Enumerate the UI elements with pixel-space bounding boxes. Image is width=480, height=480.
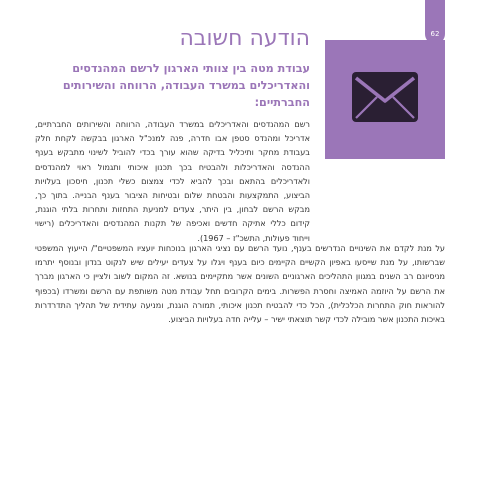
page-title: הודעה חשובה <box>179 26 310 51</box>
icon-box <box>325 40 445 159</box>
envelope-icon <box>352 68 418 126</box>
body-paragraph-2: על מנת לקדם את השינויים הנדרשים בענף, נועד הרשם עם נציגי הארגון בנוכחות יועציו המשפטיים"/ הייעוץ המשפטי שברשותו, על מנת שייסעו באפיון הקשיים הקיימים כיום בענף ויגלו על צעדים יעילים שיש לנקוט בנדון ובנוסף יתרמו מניסיונם רב השנים במגוון התהליכים הארגוניים השונים אשר מתקיימים בנושא. זה המקום לשוב ולציין כי הארגון מברך את הרשם על היוזמה האמיצה וחסרת הפשרות. בימים הקרובים תחל עבודת מטה משותפת עם הרשם ומשרדו (בכפוף להוראות חוק התחרות הכלכלית), הכל כדי להבטיח תכנון איכותי, תמורה הוגנת, ומניעה עתידית של תהליך התדרדרות באיכות התכנון אשר מובילה לכדי קשר תוצאתי ישיר – עלייה חדה בעלויות הביצוע. <box>35 243 445 325</box>
body-paragraph-1: רשם המהנדסים והאדריכלים במשרד העבודה, הרווחה והשירותים החברתיים, אדריכל ומהנדס סטפן אבו חדרה, פנה למנכ"ל הארגון בבקשה לקחת חלק בעבודת מחקר ותיכליל בדיקה שהוא עורך בכדי להוביל לשינוי מתבקש בענף ההנדסה והאדריכלות ולהבטיח בכך תכנון איכותי ותגמול ראוי למהנדסים ולאדריכלים בהתאם ובכך להביא לכדי צמצום כשלי תכנון, חיסכון בעלויות הביצוע, התמקצעות והבטחת שלום ובטיחות הציבור בענף הבנייה. בתוך כך, מבקש הרשם לבחון, בין היתר, צעדים למניעת התחזות ותחרות בלתי הוגנת, קידום כללי אתיקה חדשים ואכיפה של תקנות המהנדסים והאדריכלים (רישוי וייחוד פעולות, התשכ"ז – 1967). <box>35 119 310 243</box>
subtitle: עבודת מטה בין צוותי הארגון לרשם המהנדסים והאדריכלים במשרד העבודה, הרווחה והשירותים החברתיים: <box>62 62 310 109</box>
page-number: 62 <box>430 30 440 38</box>
